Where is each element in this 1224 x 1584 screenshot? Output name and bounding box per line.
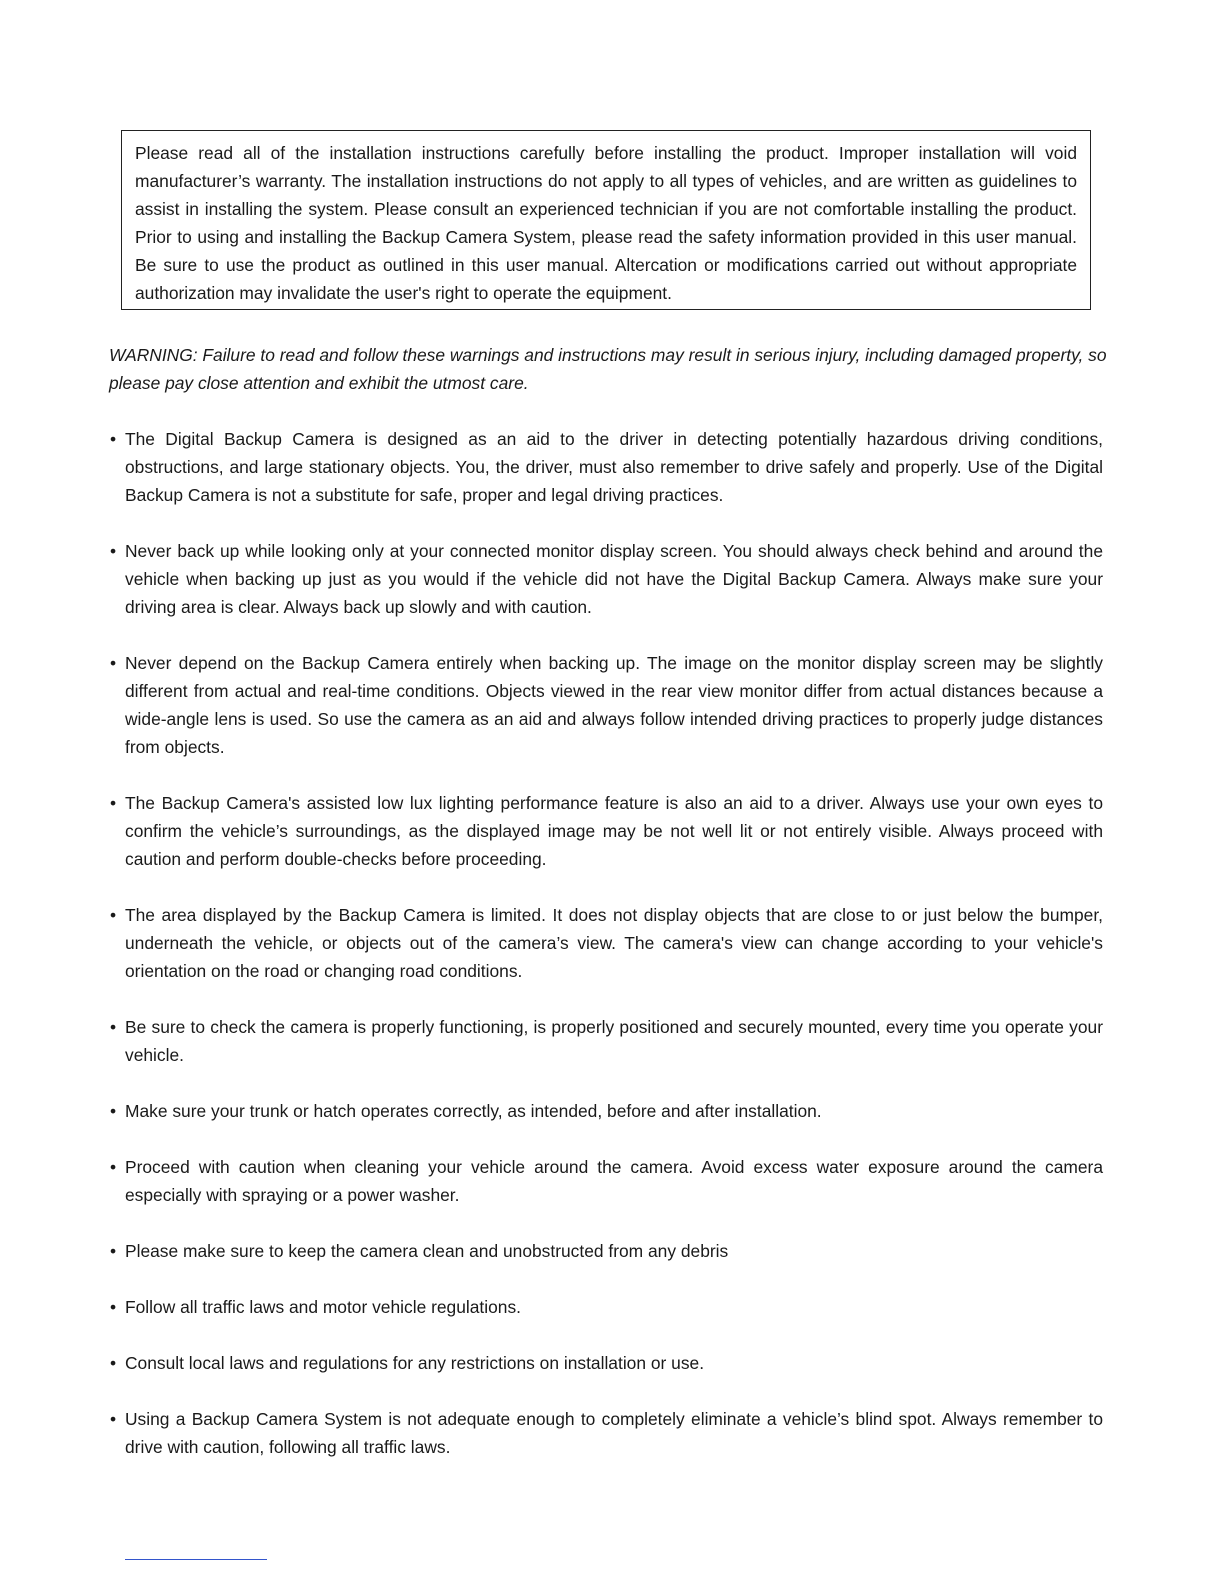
safety-bullet-item xyxy=(109,789,1103,873)
footnote-divider xyxy=(125,1559,267,1560)
safety-bullet-item xyxy=(109,649,1103,761)
bullet-text: Make sure your trunk or hatch operates correctly, as intended, before and after installation. xyxy=(125,1101,822,1121)
bullet-icon: • xyxy=(110,793,117,813)
bullet-text: Never back up while looking only at your connected monitor display screen. You should always check behind and around the vehicle when backing up just as you would if the vehicle did not have the Digital Backup Camera. Always make sure your driving area is clear. Always back up slowly and with caution. xyxy=(125,541,1103,617)
bullet-icon: • xyxy=(110,1101,117,1121)
bullet-text: Proceed with caution when cleaning your vehicle around the camera. Avoid excess water exposure around the camera especially with spraying or a power washer. xyxy=(125,1157,1103,1205)
safety-bullet-item xyxy=(109,1293,1103,1321)
safety-bullet-item xyxy=(109,537,1103,621)
safety-bullet-item xyxy=(109,1153,1103,1209)
safety-bullet-item xyxy=(109,425,1103,509)
bullet-text: Be sure to check the camera is properly functioning, is properly positioned and securely mounted, every time you operate your vehicle. xyxy=(125,1017,1103,1065)
bullet-text: Consult local laws and regulations for any restrictions on installation or use. xyxy=(125,1353,705,1373)
safety-bullet-item xyxy=(109,1237,1103,1265)
bullet-icon: • xyxy=(110,1409,117,1429)
safety-bullet-item xyxy=(109,1097,1103,1125)
bullet-text: Using a Backup Camera System is not adequate enough to completely eliminate a vehicle’s blind spot. Always remember to drive with caution, following all traffic laws. xyxy=(125,1409,1103,1457)
bullet-text: Please make sure to keep the camera clean and unobstructed from any debris xyxy=(125,1241,729,1261)
installation-notice-box xyxy=(121,130,1091,310)
bullet-icon: • xyxy=(110,905,117,925)
bullet-text: The Digital Backup Camera is designed as an aid to the driver in detecting potentially hazardous driving conditions, obstructions, and large stationary objects. You, the driver, must also remember to drive safely and properly. Use of the Digital Backup Camera is not a substitute for safe, proper and legal driving practices. xyxy=(125,429,1103,505)
bullet-icon: • xyxy=(110,1297,117,1317)
safety-bullet-item xyxy=(109,1349,1103,1377)
bullet-text: The area displayed by the Backup Camera is limited. It does not display objects that are close to or just below the bumper, underneath the vehicle, or objects out of the camera’s view. The camera's view can change according to your vehicle's orientation on the road or changing road conditions. xyxy=(125,905,1103,981)
installation-notice-text: Please read all of the installation instructions carefully before installing the product. Improper installation will void manufacturer’s warranty. The installation instructions do not apply to all types of vehicles, and are written as guidelines to assist in installing the system. Please consult an experienced technician if you are not comfortable installing the product. Prior to using and installing the Backup Camera System, please read the safety information provided in this user manual. Be sure to use the product as outlined in this user manual. Altercation or modifications carried out without appropriate authorization may invalidate the user's right to operate the equipment. xyxy=(135,143,1077,303)
safety-bullet-item xyxy=(109,901,1103,985)
bullet-text: The Backup Camera's assisted low lux lighting performance feature is also an aid to a driver. Always use your own eyes to confirm the vehicle’s surroundings, as the displayed image may be not well lit or not entirely visible. Always proceed with caution and perform double-checks before proceeding. xyxy=(125,793,1103,869)
bullet-icon: • xyxy=(110,429,117,449)
bullet-icon: • xyxy=(110,1353,117,1373)
safety-bullet-item xyxy=(109,1013,1103,1069)
bullet-icon: • xyxy=(110,653,117,673)
safety-bullet-item xyxy=(109,1405,1103,1461)
bullet-icon: • xyxy=(110,1157,117,1177)
bullet-icon: • xyxy=(110,541,117,561)
bullet-icon: • xyxy=(110,1241,117,1261)
bullet-text: Never depend on the Backup Camera entirely when backing up. The image on the monitor display screen may be slightly different from actual and real-time conditions. Objects viewed in the rear view monitor differ from actual distances because a wide-angle lens is used. So use the camera as an aid and always follow intended driving practices to properly judge distances from objects. xyxy=(125,653,1103,757)
safety-bullet-list xyxy=(109,425,1103,1489)
warning-paragraph: WARNING: Failure to read and follow these warnings and instructions may result in serious injury, including damaged property, so please pay close attention and exhibit the utmost care. xyxy=(109,345,1107,393)
bullet-icon: • xyxy=(110,1017,117,1037)
bullet-text: Follow all traffic laws and motor vehicle regulations. xyxy=(125,1297,521,1317)
